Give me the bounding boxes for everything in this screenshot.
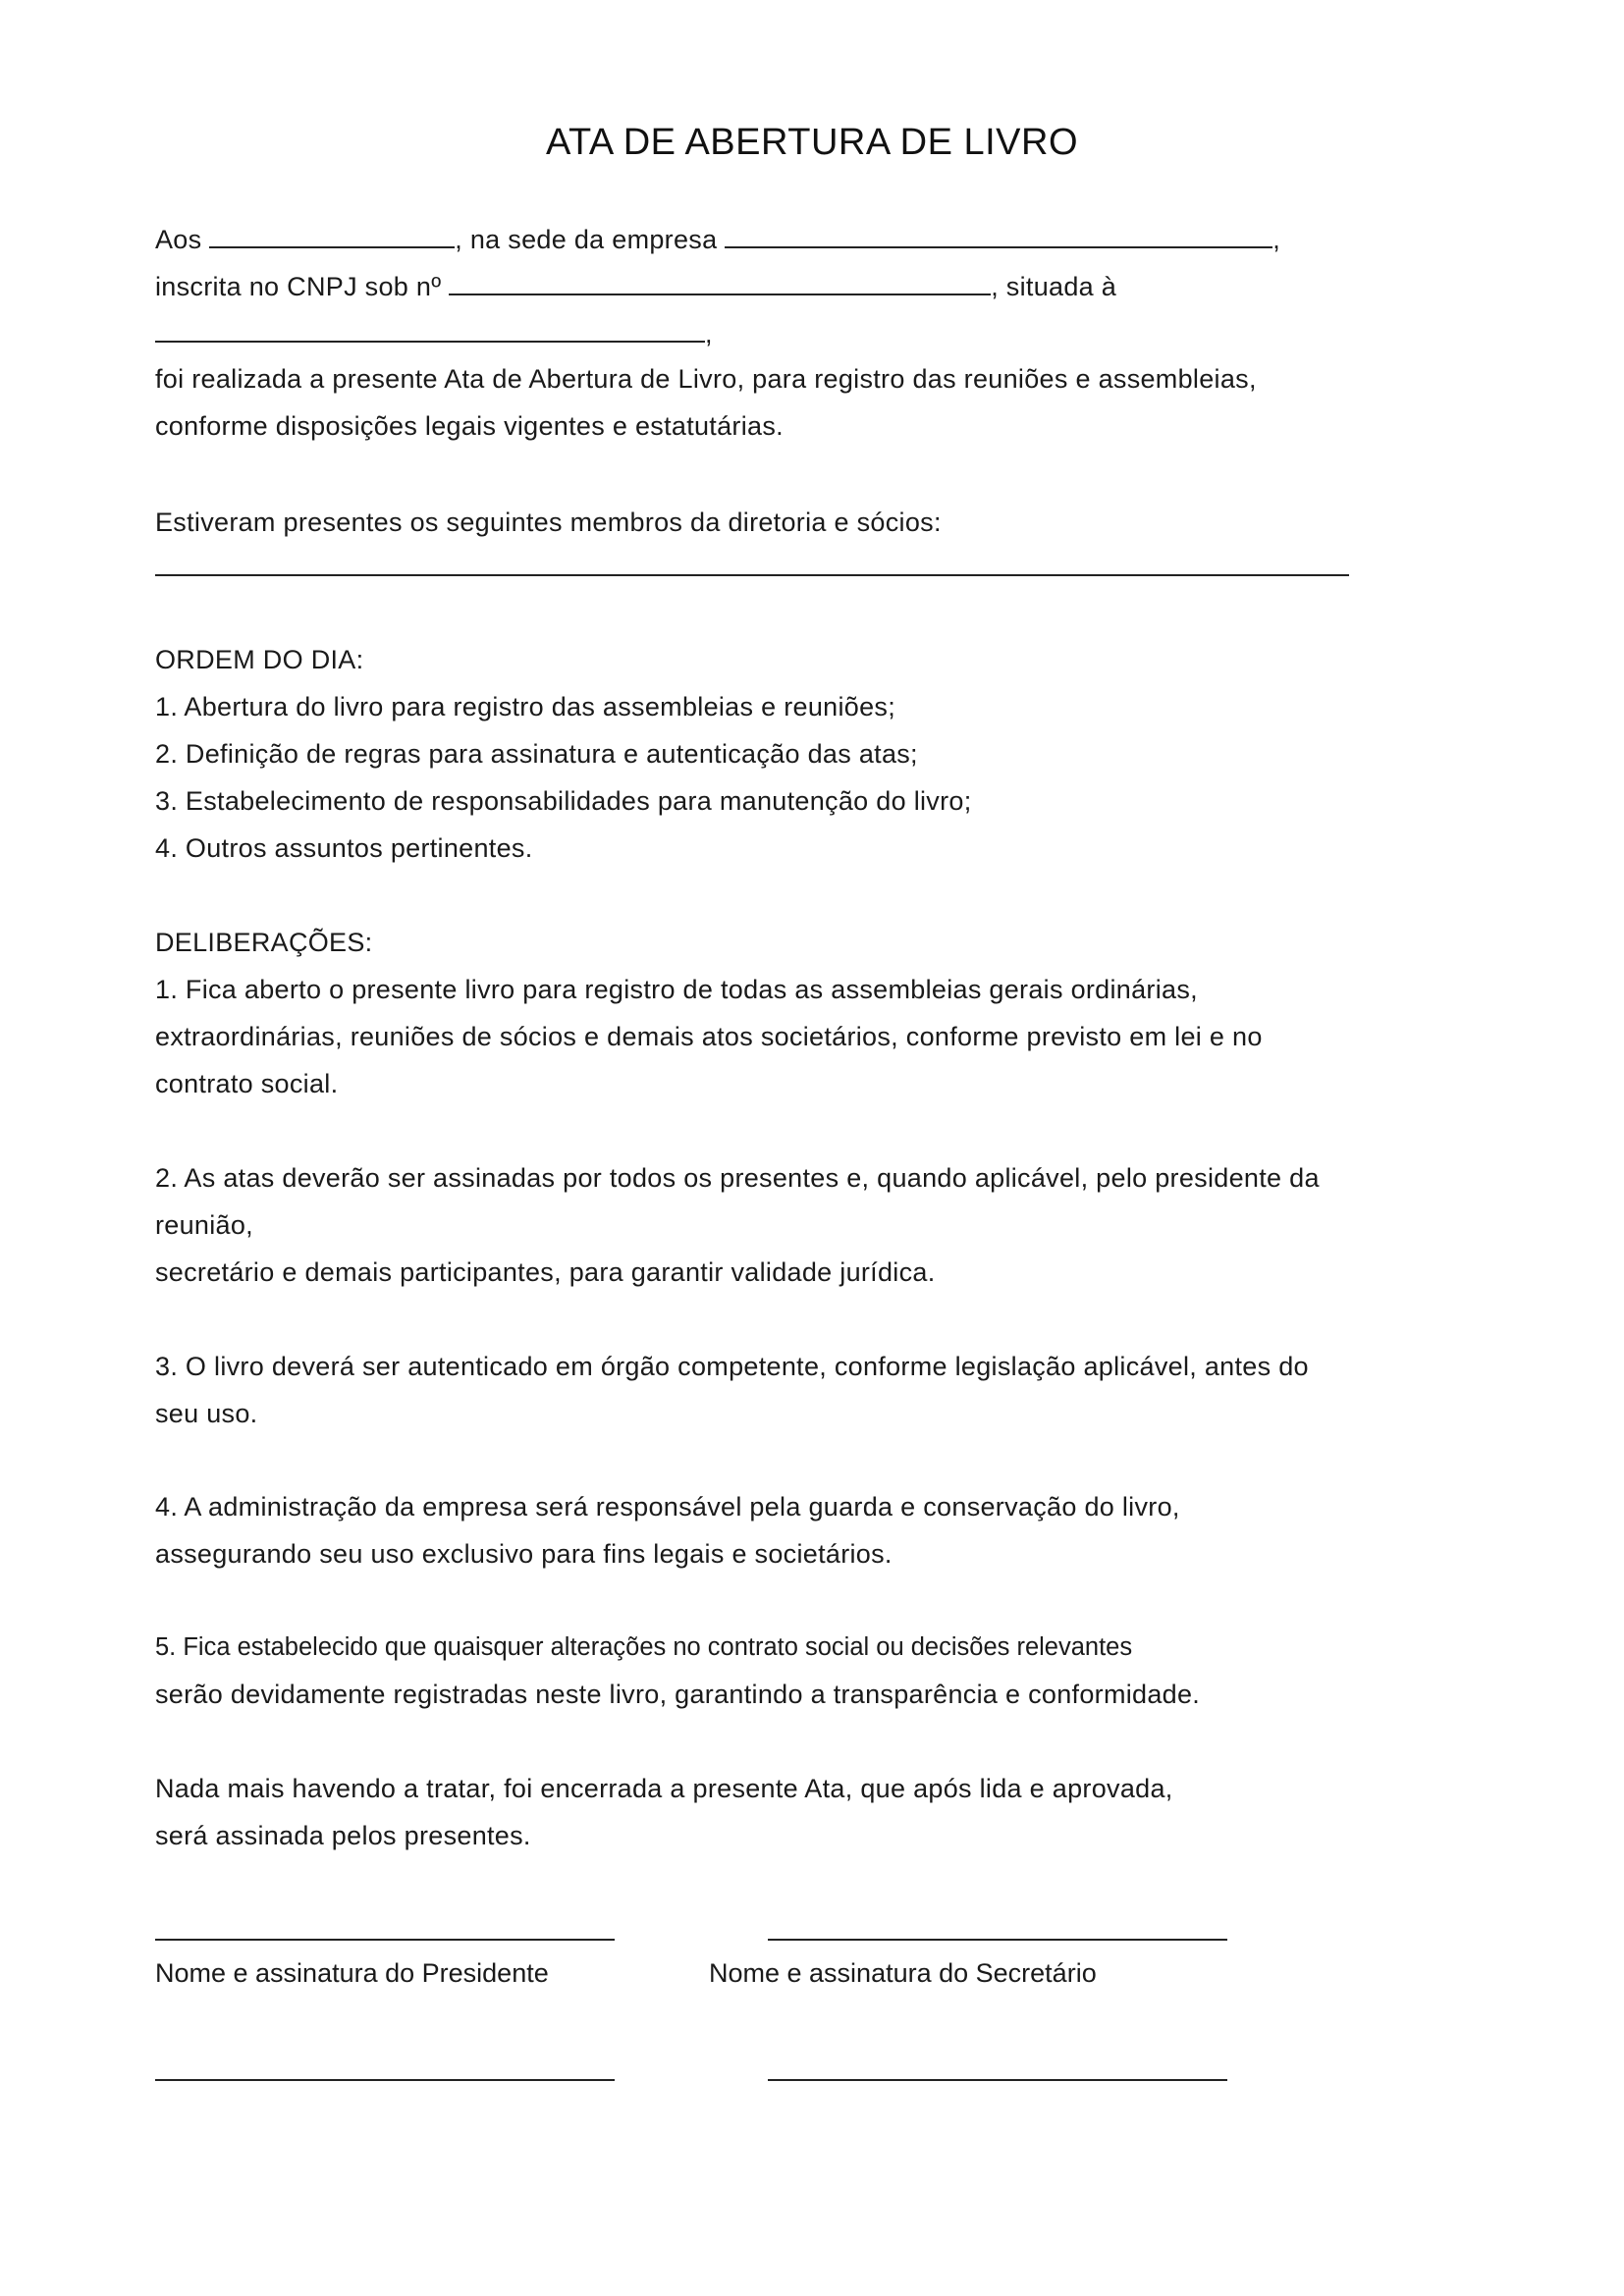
document-title: ATA DE ABERTURA DE LIVRO [545, 122, 1079, 163]
deliberation-2-line: reunião, [155, 1210, 253, 1240]
closing-line: Nada mais havendo a tratar, foi encerrada a presente Ata, que após lida e aprovada, [155, 1774, 1173, 1803]
agenda-item: 1. Abertura do livro para registro das assembleias e reuniões; [155, 692, 895, 721]
agenda-item: 3. Estabelecimento de responsabilidades para manutenção do livro; [155, 786, 972, 816]
president-signature-line [155, 1939, 615, 1941]
intro-line-4: foi realizada a presente Ata de Abertura de Livro, para registro das reuniões e assembleias, [155, 364, 1257, 394]
deliberation-5-line: 5. Fica estabelecido que quaisquer alterações no contrato social ou decisões relevantes [155, 1633, 1133, 1661]
deliberation-4-line: 4. A administração da empresa será responsável pela guarda e conservação do livro, [155, 1492, 1180, 1522]
secretary-signature-line [768, 1939, 1227, 1941]
deliberation-3-line: 3. O livro deverá ser autenticado em órgão competente, conforme legislação aplicável, antes do [155, 1352, 1309, 1381]
deliberation-3-line: seu uso. [155, 1399, 258, 1428]
extra-signature-line [768, 2079, 1227, 2081]
closing-line: será assinada pelos presentes. [155, 1821, 531, 1850]
attendees-blank [155, 574, 1349, 576]
attendees-label: Estiveram presentes os seguintes membros da diretoria e sócios: [155, 507, 942, 537]
deliberation-1-line: 1. Fica aberto o presente livro para registro de todas as assembleias gerais ordinárias, [155, 975, 1198, 1004]
intro-line-1 [155, 220, 1280, 259]
intro-text: , [1272, 225, 1281, 254]
address-blank [155, 317, 705, 343]
deliberation-2-line: secretário e demais participantes, para garantir validade jurídica. [155, 1257, 936, 1287]
deliberation-1-line: extraordinárias, reuniões de sócios e demais atos societários, conforme previsto em lei e no [155, 1022, 1263, 1051]
agenda-item: 4. Outros assuntos pertinentes. [155, 833, 533, 863]
deliberation-4-line: assegurando seu uso exclusivo para fins legais e societários. [155, 1539, 893, 1569]
deliberation-2-line: 2. As atas deverão ser assinadas por todos os presentes e, quando aplicável, pelo presidente da [155, 1163, 1320, 1193]
intro-line-5: conforme disposições legais vigentes e estatutárias. [155, 411, 784, 441]
intro-text: inscrita no CNPJ sob nº [155, 272, 450, 301]
agenda-heading: ORDEM DO DIA: [155, 645, 364, 674]
intro-line-3 [155, 314, 713, 353]
company-name-blank [725, 223, 1272, 248]
intro-text: Aos [155, 225, 210, 254]
deliberations-heading: DELIBERAÇÕES: [155, 928, 373, 957]
extra-signature-line [155, 2079, 615, 2081]
secretary-signature-label: Nome e assinatura do Secretário [709, 1958, 1097, 1988]
intro-text: , na sede da empresa [455, 225, 726, 254]
date-blank [209, 223, 455, 248]
cnpj-blank [449, 270, 991, 295]
deliberation-5-line: serão devidamente registradas neste livro, garantindo a transparência e conformidade. [155, 1680, 1201, 1709]
intro-text: , situada à [991, 272, 1117, 301]
deliberation-1-line: contrato social. [155, 1069, 339, 1098]
president-signature-label: Nome e assinatura do Presidente [155, 1958, 549, 1988]
agenda-item: 2. Definição de regras para assinatura e autenticação das atas; [155, 739, 918, 769]
intro-text: , [705, 319, 713, 348]
intro-line-2 [155, 267, 1116, 306]
